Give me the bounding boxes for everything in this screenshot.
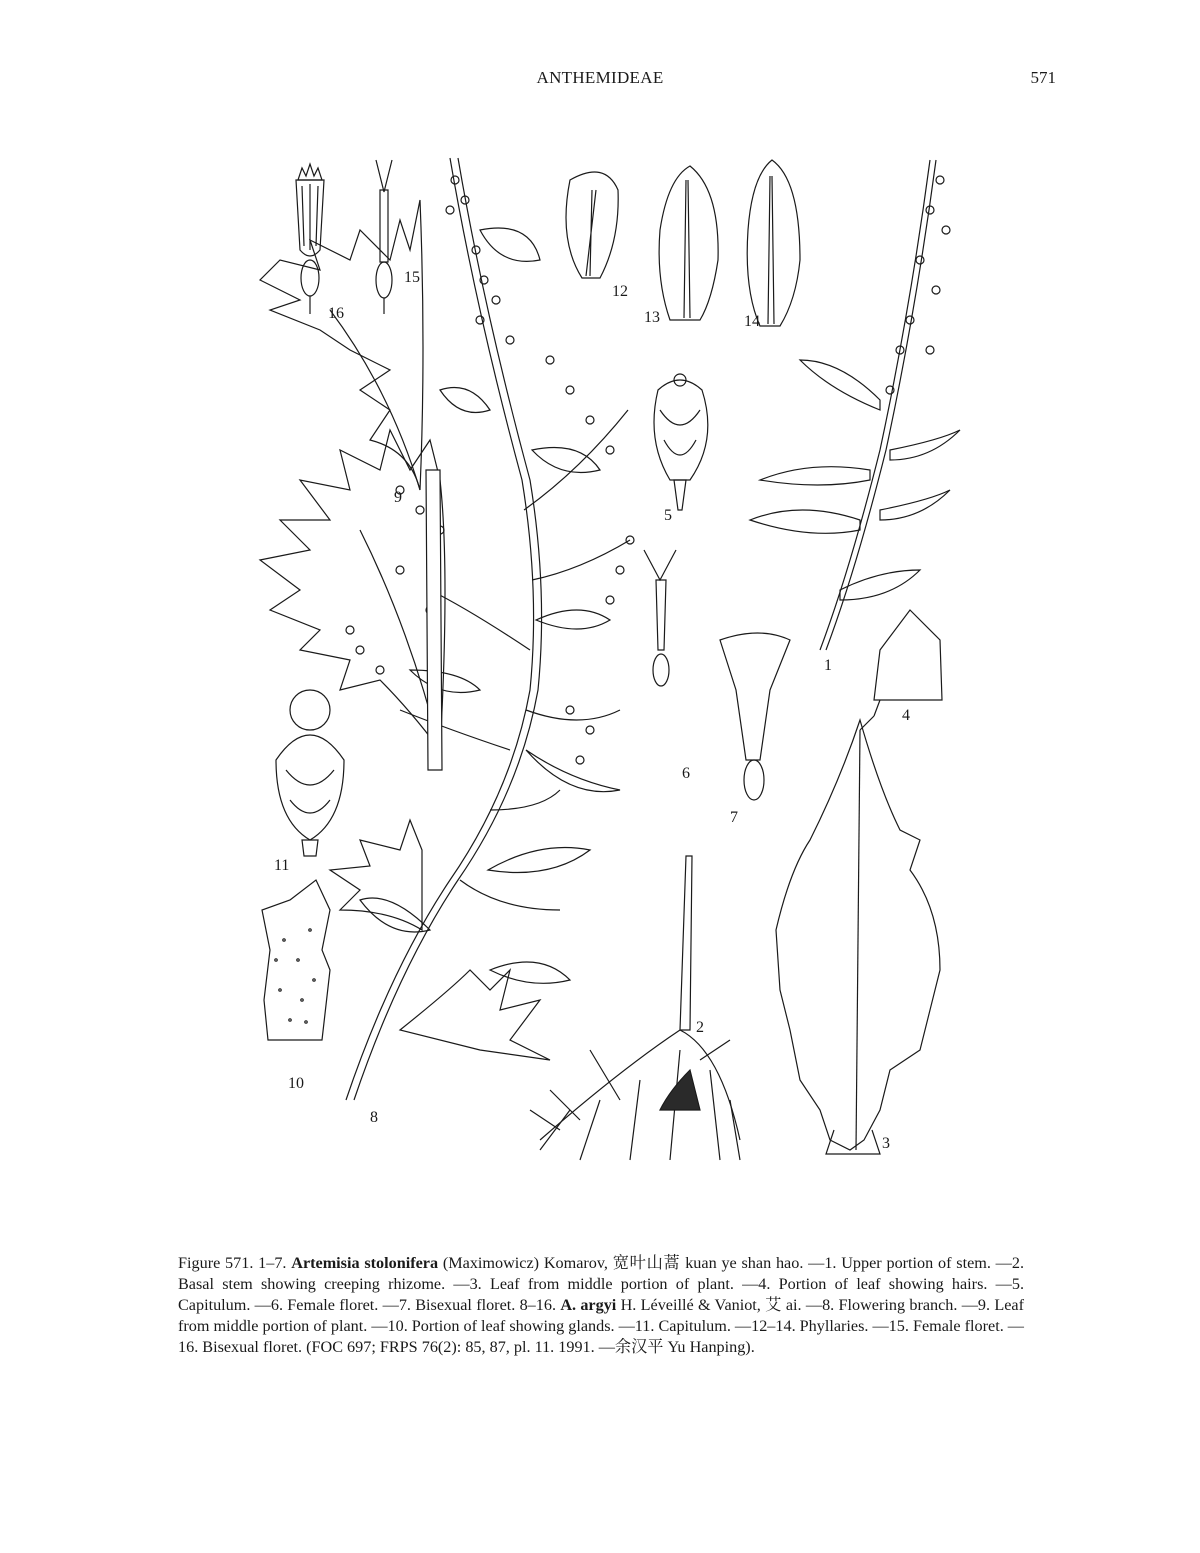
part-label-13: 13: [644, 309, 660, 326]
capitulum-drawing-11: [276, 690, 344, 856]
running-head: [0, 68, 1200, 92]
part-label-12: 12: [612, 283, 628, 300]
part-label-4: 4: [902, 707, 910, 724]
species1-description: (Maximowicz) Komarov, 宽叶山蒿 kuan ye shan hao. —1. Upper portion of stem. —2. Basal stem showing creeping rhizome. —3. Leaf from middle portion of plant. —4. Portion of leaf showing hairs. —5. Capitulum. —6. Female floret. —7. Bisexual floret. 8–16.: [178, 1254, 1024, 1314]
part-label-14: 14: [744, 313, 760, 330]
botanical-drawing: [240, 150, 970, 1170]
species1-name: Artemisia stolonifera: [291, 1254, 439, 1272]
phyllary-drawing-12: [566, 172, 618, 278]
phyllary-drawing-14: [747, 160, 800, 326]
part-label-9: 9: [394, 489, 402, 506]
part-label-5: 5: [664, 507, 672, 524]
part-label-6: 6: [682, 765, 690, 782]
rhizome-drawing-2: [530, 856, 740, 1160]
page-number: 571: [1030, 68, 1056, 87]
female-floret-drawing-15: [376, 160, 392, 314]
middle-leaf-drawing-3: [776, 720, 940, 1154]
part-label-1: 1: [824, 657, 832, 674]
caption-lead: Figure 571. 1–7.: [178, 1254, 292, 1272]
species2-name: A. argyi: [560, 1296, 617, 1314]
flowering-branch-drawing-8: [330, 158, 634, 1100]
part-label-16: 16: [328, 305, 344, 322]
figure-caption: [178, 1253, 1024, 1358]
part-label-11: 11: [274, 857, 290, 874]
species2-description: H. Léveillé & Vaniot, 艾 ai. —8. Flowering branch. —9. Leaf from middle portion of plant. —10. Portion of leaf showing glands. —11. Capitulum. —12–14. Phyllaries. —15. Female floret. —16. Bisexual floret. (FOC 697; FRPS 76(2): 85, 87, pl. 11. 1991. —余汉平 Yu Hanping).: [178, 1296, 1025, 1356]
capitulum-drawing-5: [654, 374, 708, 510]
part-label-7: 7: [730, 809, 738, 826]
bisexual-floret-drawing-16: [296, 164, 324, 314]
section-title: ANTHEMIDEAE: [536, 68, 664, 87]
bisexual-floret-drawing-7: [720, 633, 790, 800]
botanical-illustration-plate: [240, 150, 970, 1170]
part-label-2: 2: [696, 1019, 704, 1036]
part-label-8: 8: [370, 1109, 378, 1126]
part-label-3: 3: [882, 1135, 890, 1152]
part-label-10: 10: [288, 1075, 304, 1092]
part-label-15: 15: [404, 269, 420, 286]
phyllary-drawing-13: [659, 166, 718, 320]
leaf-hairs-drawing-4: [860, 610, 942, 730]
leaf-glands-drawing-10: [262, 880, 330, 1040]
female-floret-drawing-6: [644, 550, 676, 686]
upper-stem-drawing-1: [750, 160, 960, 650]
